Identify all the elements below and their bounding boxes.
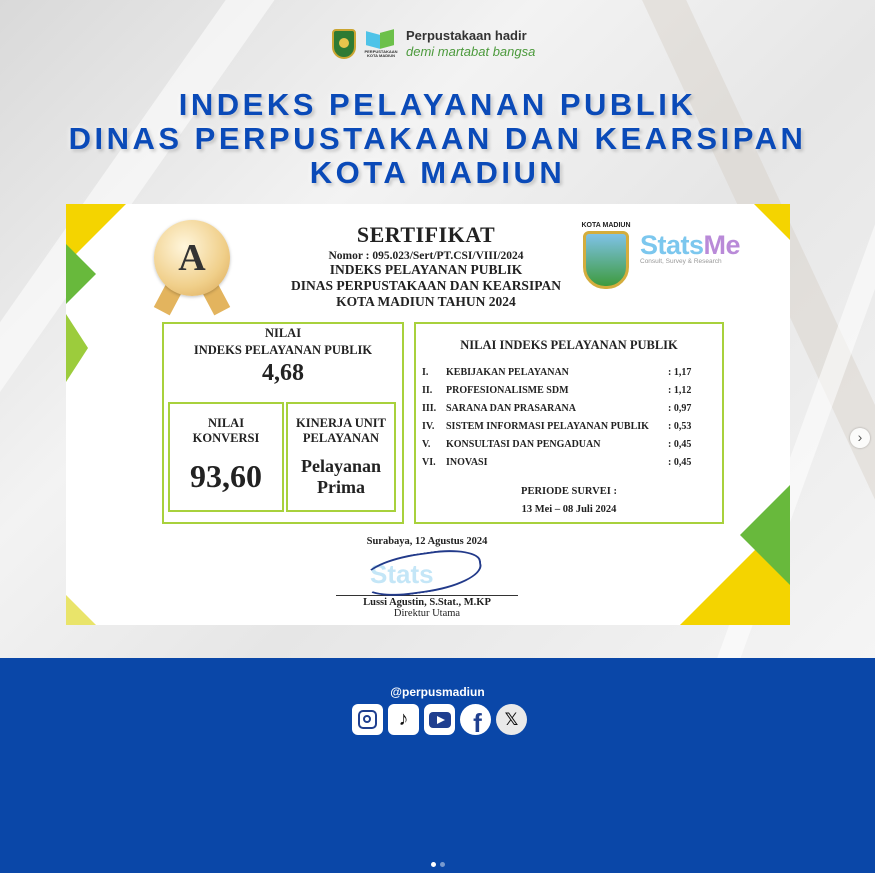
conversion-label-1: NILAI (207, 416, 245, 430)
shield-icon (583, 231, 629, 289)
youtube-link[interactable] (424, 704, 455, 735)
social-links (352, 704, 527, 735)
grade-letter: A (178, 237, 206, 279)
indicator-num: I. (422, 366, 429, 378)
performance-value-1: Pelayanan (300, 456, 381, 476)
indicators-title: NILAI INDEKS PELAYANAN PUBLIK (460, 338, 678, 352)
indicator-num: II. (422, 384, 433, 396)
indicator-row (422, 435, 696, 453)
indicator-label: INOVASI (446, 456, 488, 468)
signer-name: Lussi Agustin, S.Stat., M.KP (336, 595, 518, 608)
tiktok-icon: ♪ (398, 708, 409, 730)
decor-triangle (754, 204, 790, 240)
statsme-word-b: Me (703, 230, 741, 260)
indicator-value: : 0,45 (668, 438, 692, 450)
conversion-label-2: KONVERSI (192, 431, 260, 445)
carousel-next-button[interactable] (850, 428, 870, 448)
survey-period (416, 483, 722, 519)
signature-scribble (360, 545, 484, 601)
decor-triangle (66, 244, 96, 304)
performance-value-2: Prima (317, 477, 365, 497)
indicator-value: : 1,17 (668, 366, 692, 378)
statsme-watermark: Stats (370, 559, 434, 589)
certificate-line: KOTA MADIUN TAHUN 2024 (336, 294, 516, 309)
indicator-num: III. (422, 402, 437, 414)
indicators-list (422, 363, 696, 471)
decor-triangle (66, 314, 88, 382)
conversion-box (168, 402, 284, 512)
indicator-num: V. (422, 438, 431, 450)
indicator-row (422, 363, 696, 381)
certificate-line: INDEKS PELAYANAN PUBLIK (329, 262, 523, 277)
facebook-icon: f (473, 708, 482, 735)
certificate-line: DINAS PERPUSTAKAAN DAN KEARSIPAN (291, 278, 561, 293)
signer-position: Direktur Utama (393, 608, 461, 619)
crest-label: KOTA MADIUN (581, 222, 631, 229)
grade-medal (154, 220, 230, 296)
decor-triangle (66, 595, 96, 625)
conversion-score: 93,60 (190, 458, 262, 494)
statsme-word-a: Stats (640, 230, 704, 260)
indicator-value: : 0,97 (668, 402, 692, 414)
instagram-link[interactable] (352, 704, 383, 735)
chevron-right-icon: › (857, 429, 863, 445)
kota-madiun-crest-logo (332, 29, 356, 59)
indicator-value: : 0,45 (668, 456, 692, 468)
perpustakaan-book-logo (364, 29, 398, 59)
performance-box (286, 402, 396, 512)
indicator-row (422, 381, 696, 399)
carousel-dots (431, 862, 445, 867)
indicator-num: IV. (422, 420, 435, 432)
indicator-row (422, 453, 696, 471)
score-summary-box (162, 322, 404, 524)
survey-period-label: PERIODE SURVEI : (521, 486, 617, 497)
survey-period-value: 13 Mei – 08 Juli 2024 (521, 504, 617, 515)
indicator-row (422, 417, 696, 435)
x-icon: 𝕏 (504, 709, 519, 729)
headline-line-1: INDEKS PELAYANAN PUBLIK (178, 87, 697, 122)
statsme-logo (640, 230, 750, 265)
carousel-dot[interactable] (431, 862, 436, 867)
certificate-number: Nomor : 095.023/Sert/PT.CSI/VIII/2024 (328, 250, 524, 262)
performance-label-2: PELAYANAN (302, 431, 380, 445)
certificate (66, 204, 790, 625)
nilai-label: NILAI (264, 326, 302, 340)
indicator-num: VI. (422, 456, 436, 468)
certificate-title: SERTIFIKAT (356, 222, 496, 247)
indicator-value: : 0,53 (668, 420, 692, 432)
ipp-score: 4,68 (262, 360, 304, 386)
tiktok-link[interactable] (388, 704, 419, 735)
brand-header (332, 28, 535, 59)
headline-line-3: KOTA MADIUN (309, 155, 566, 190)
kota-madiun-crest (576, 222, 636, 300)
indicators-box (414, 322, 724, 524)
statsme-tagline: Consult, Survey & Research (640, 258, 722, 265)
facebook-link[interactable] (460, 704, 491, 735)
certificate-header (266, 222, 586, 310)
headline-line-2: DINAS PERPUSTAKAAN DAN KEARSIPAN (68, 121, 807, 156)
decor-triangle (740, 485, 790, 585)
indicator-value: : 1,12 (668, 384, 692, 396)
carousel-dot[interactable] (440, 862, 445, 867)
x-link[interactable] (496, 704, 527, 735)
brand-tagline-1: Perpustakaan hadir (406, 28, 527, 43)
signature-image (336, 551, 518, 595)
instagram-handle: @perpusmadiun (390, 685, 485, 699)
performance-label-1: KINERJA UNIT (296, 416, 386, 430)
indicator-row (422, 399, 696, 417)
sign-date: Surabaya, 12 Agustus 2024 (366, 536, 488, 547)
signature-block (336, 536, 518, 619)
indicator-label: KONSULTASI DAN PENGADUAN (446, 438, 601, 450)
youtube-icon (429, 712, 451, 728)
indicator-label: SISTEM INFORMASI PELAYANAN PUBLIK (446, 420, 649, 432)
indicator-label: KEBIJAKAN PELAYANAN (446, 366, 569, 378)
indicator-label: SARANA DAN PRASARANA (446, 402, 577, 414)
indicator-label: PROFESIONALISME SDM (446, 384, 569, 396)
logo-caption: PERPUSTAKAAN KOTA MADIUN (364, 48, 398, 58)
brand-tagline-2: demi martabat bangsa (406, 44, 536, 59)
ipp-label: INDEKS PELAYANAN PUBLIK (193, 343, 373, 357)
page-title (0, 88, 875, 190)
instagram-icon (358, 710, 377, 729)
